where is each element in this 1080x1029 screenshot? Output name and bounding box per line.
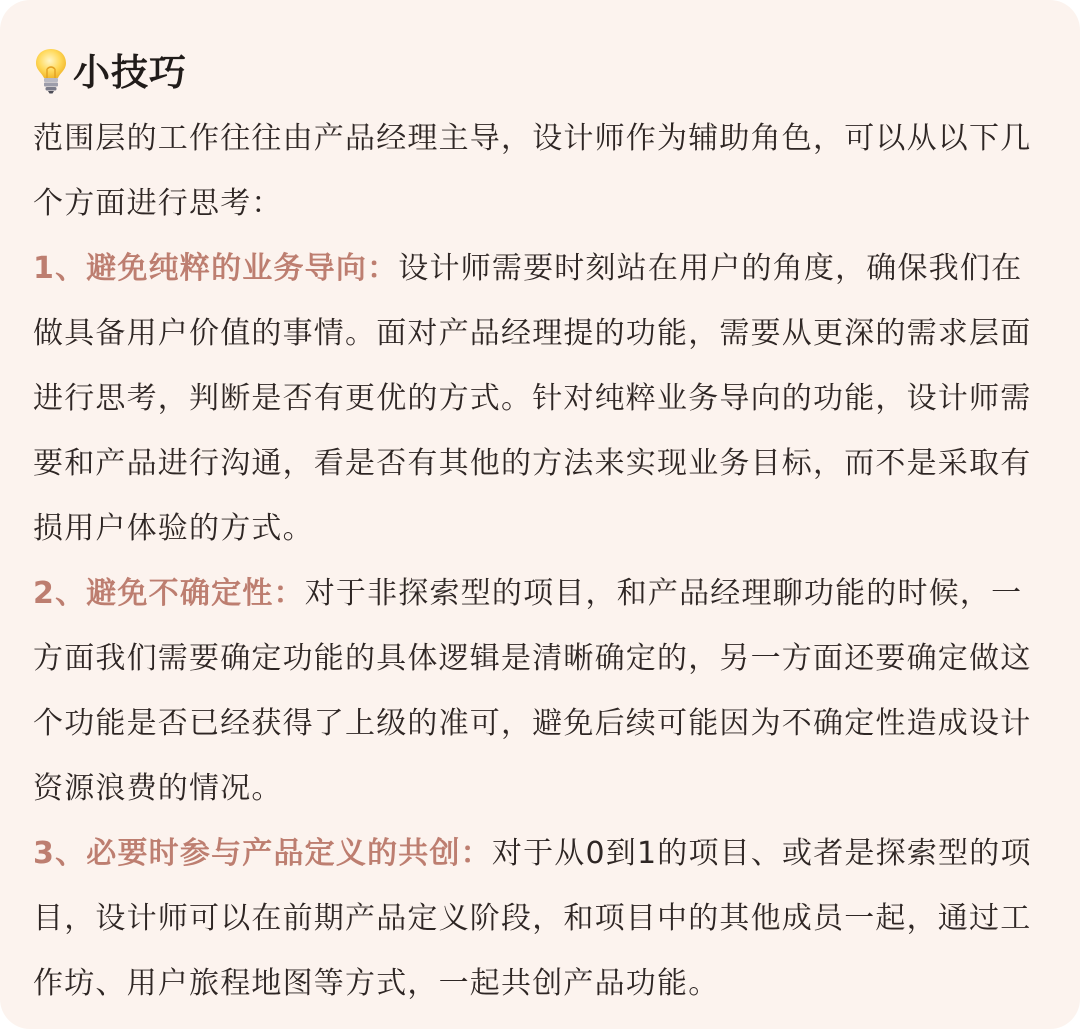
lightbulb-icon: [33, 43, 69, 95]
tip-header: [33, 38, 1046, 100]
point-paragraph-1: [33, 236, 1046, 561]
tip-title: 小技巧: [73, 51, 187, 94]
intro-paragraph: 范围层的工作往往由产品经理主导，设计师作为辅助角色，可以从以下几个方面进行思考：: [33, 121, 1032, 221]
point-text-2: 对于非探索型的项目，和产品经理聊功能的时候，一方面我们需要确定功能的具体逻辑是清晰确定的，另一方面还要确定做这个功能是否已经获得了上级的准可，避免后续可能因为不确定性造成设计资源浪费的情况。: [33, 576, 1032, 806]
tip-body: [33, 106, 1046, 1016]
point-heading-1: 1、避免纯粹的业务导向：: [33, 251, 399, 286]
point-text-1: 设计师需要时刻站在用户的角度，确保我们在做具备用户价值的事情。面对产品经理提的功能，需要从更深的需求层面进行思考，判断是否有更优的方式。针对纯粹业务导向的功能，设计师需要和产品进行沟通，看是否有其他的方法来实现业务目标，而不是采取有损用户体验的方式。: [33, 251, 1032, 546]
point-paragraph-3: [33, 821, 1046, 1016]
point-heading-2: 2、避免不确定性：: [33, 576, 305, 611]
point-heading-3: 3、必要时参与产品定义的共创：: [33, 836, 492, 871]
point-text-3: 对于从0到1的项目、或者是探索型的项目，设计师可以在前期产品定义阶段，和项目中的其他成员一起，通过工作坊、用户旅程地图等方式，一起共创产品功能。: [33, 836, 1032, 1001]
point-paragraph-2: [33, 561, 1046, 821]
